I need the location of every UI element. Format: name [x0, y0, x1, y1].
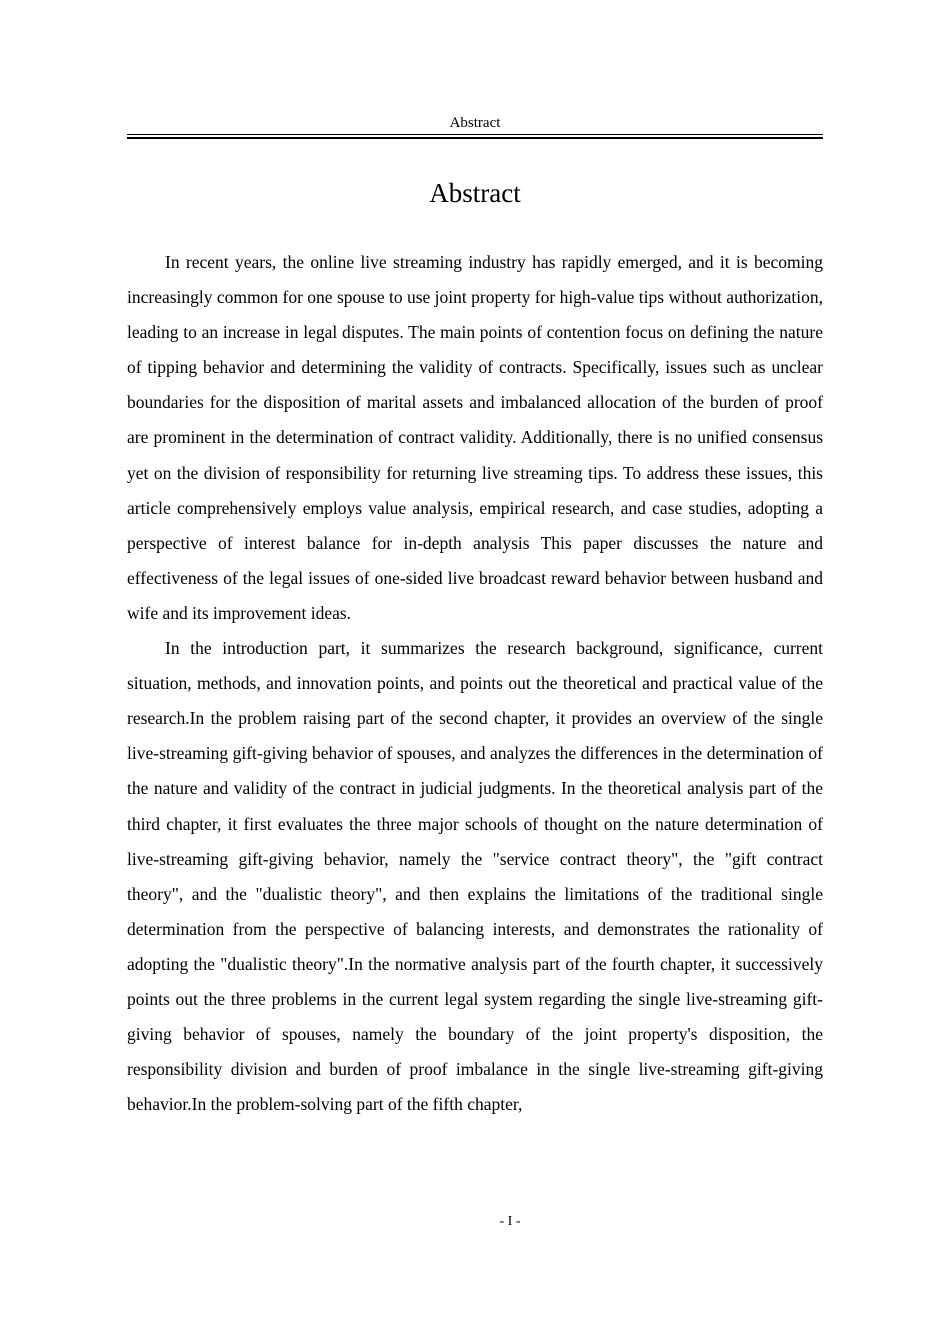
abstract-body [127, 245, 823, 1122]
page-number: - I - [499, 1214, 521, 1229]
header-double-rule [127, 134, 823, 139]
abstract-paragraph-1: In recent years, the online live streaming industry has rapidly emerged, and it is becoming increasingly common for one spouse to use joint property for high-value tips without authorization, leading to an increase in legal disputes. The main points of contention focus on defining the nature of tipping behavior and determining the validity of contracts. Specifically, issues such as unclear boundaries for the disposition of marital assets and imbalanced allocation of the burden of proof are prominent in the determination of contract validity. Additionally, there is no unified consensus yet on the division of responsibility for returning live streaming tips. To address these issues, this article comprehensively employs value analysis, empirical research, and case studies, adopting a perspective of interest balance for in-depth analysis This paper discusses the nature and effectiveness of the legal issues of one-sided live broadcast reward behavior between husband and wife and its improvement ideas. [127, 252, 823, 623]
page-title: Abstract [429, 178, 521, 208]
abstract-paragraph-2: In the introduction part, it summarizes the research background, significance, current situation, methods, and innovation points, and points out the theoretical and practical value of the research.In the problem raising part of the second chapter, it provides an overview of the single live-streaming gift-giving behavior of spouses, and analyzes the differences in the determination of the nature and validity of the contract in judicial judgments. In the theoretical analysis part of the third chapter, it first evaluates the three major schools of thought on the nature determination of live-streaming gift-giving behavior, namely the "service contract theory", the "gift contract theory", and the "dualistic theory", and then explains the limitations of the traditional single determination from the perspective of balancing interests, and demonstrates the rationality of adopting the "dualistic theory".In the normative analysis part of the fourth chapter, it successively points out the three problems in the current legal system regarding the single live-streaming gift-giving behavior of spouses, namely the boundary of the joint property's disposition, the responsibility division and burden of proof imbalance in the single live-streaming gift-giving behavior.In the problem-solving part of the fifth chapter, [127, 638, 823, 1115]
running-header: Abstract [449, 115, 501, 131]
